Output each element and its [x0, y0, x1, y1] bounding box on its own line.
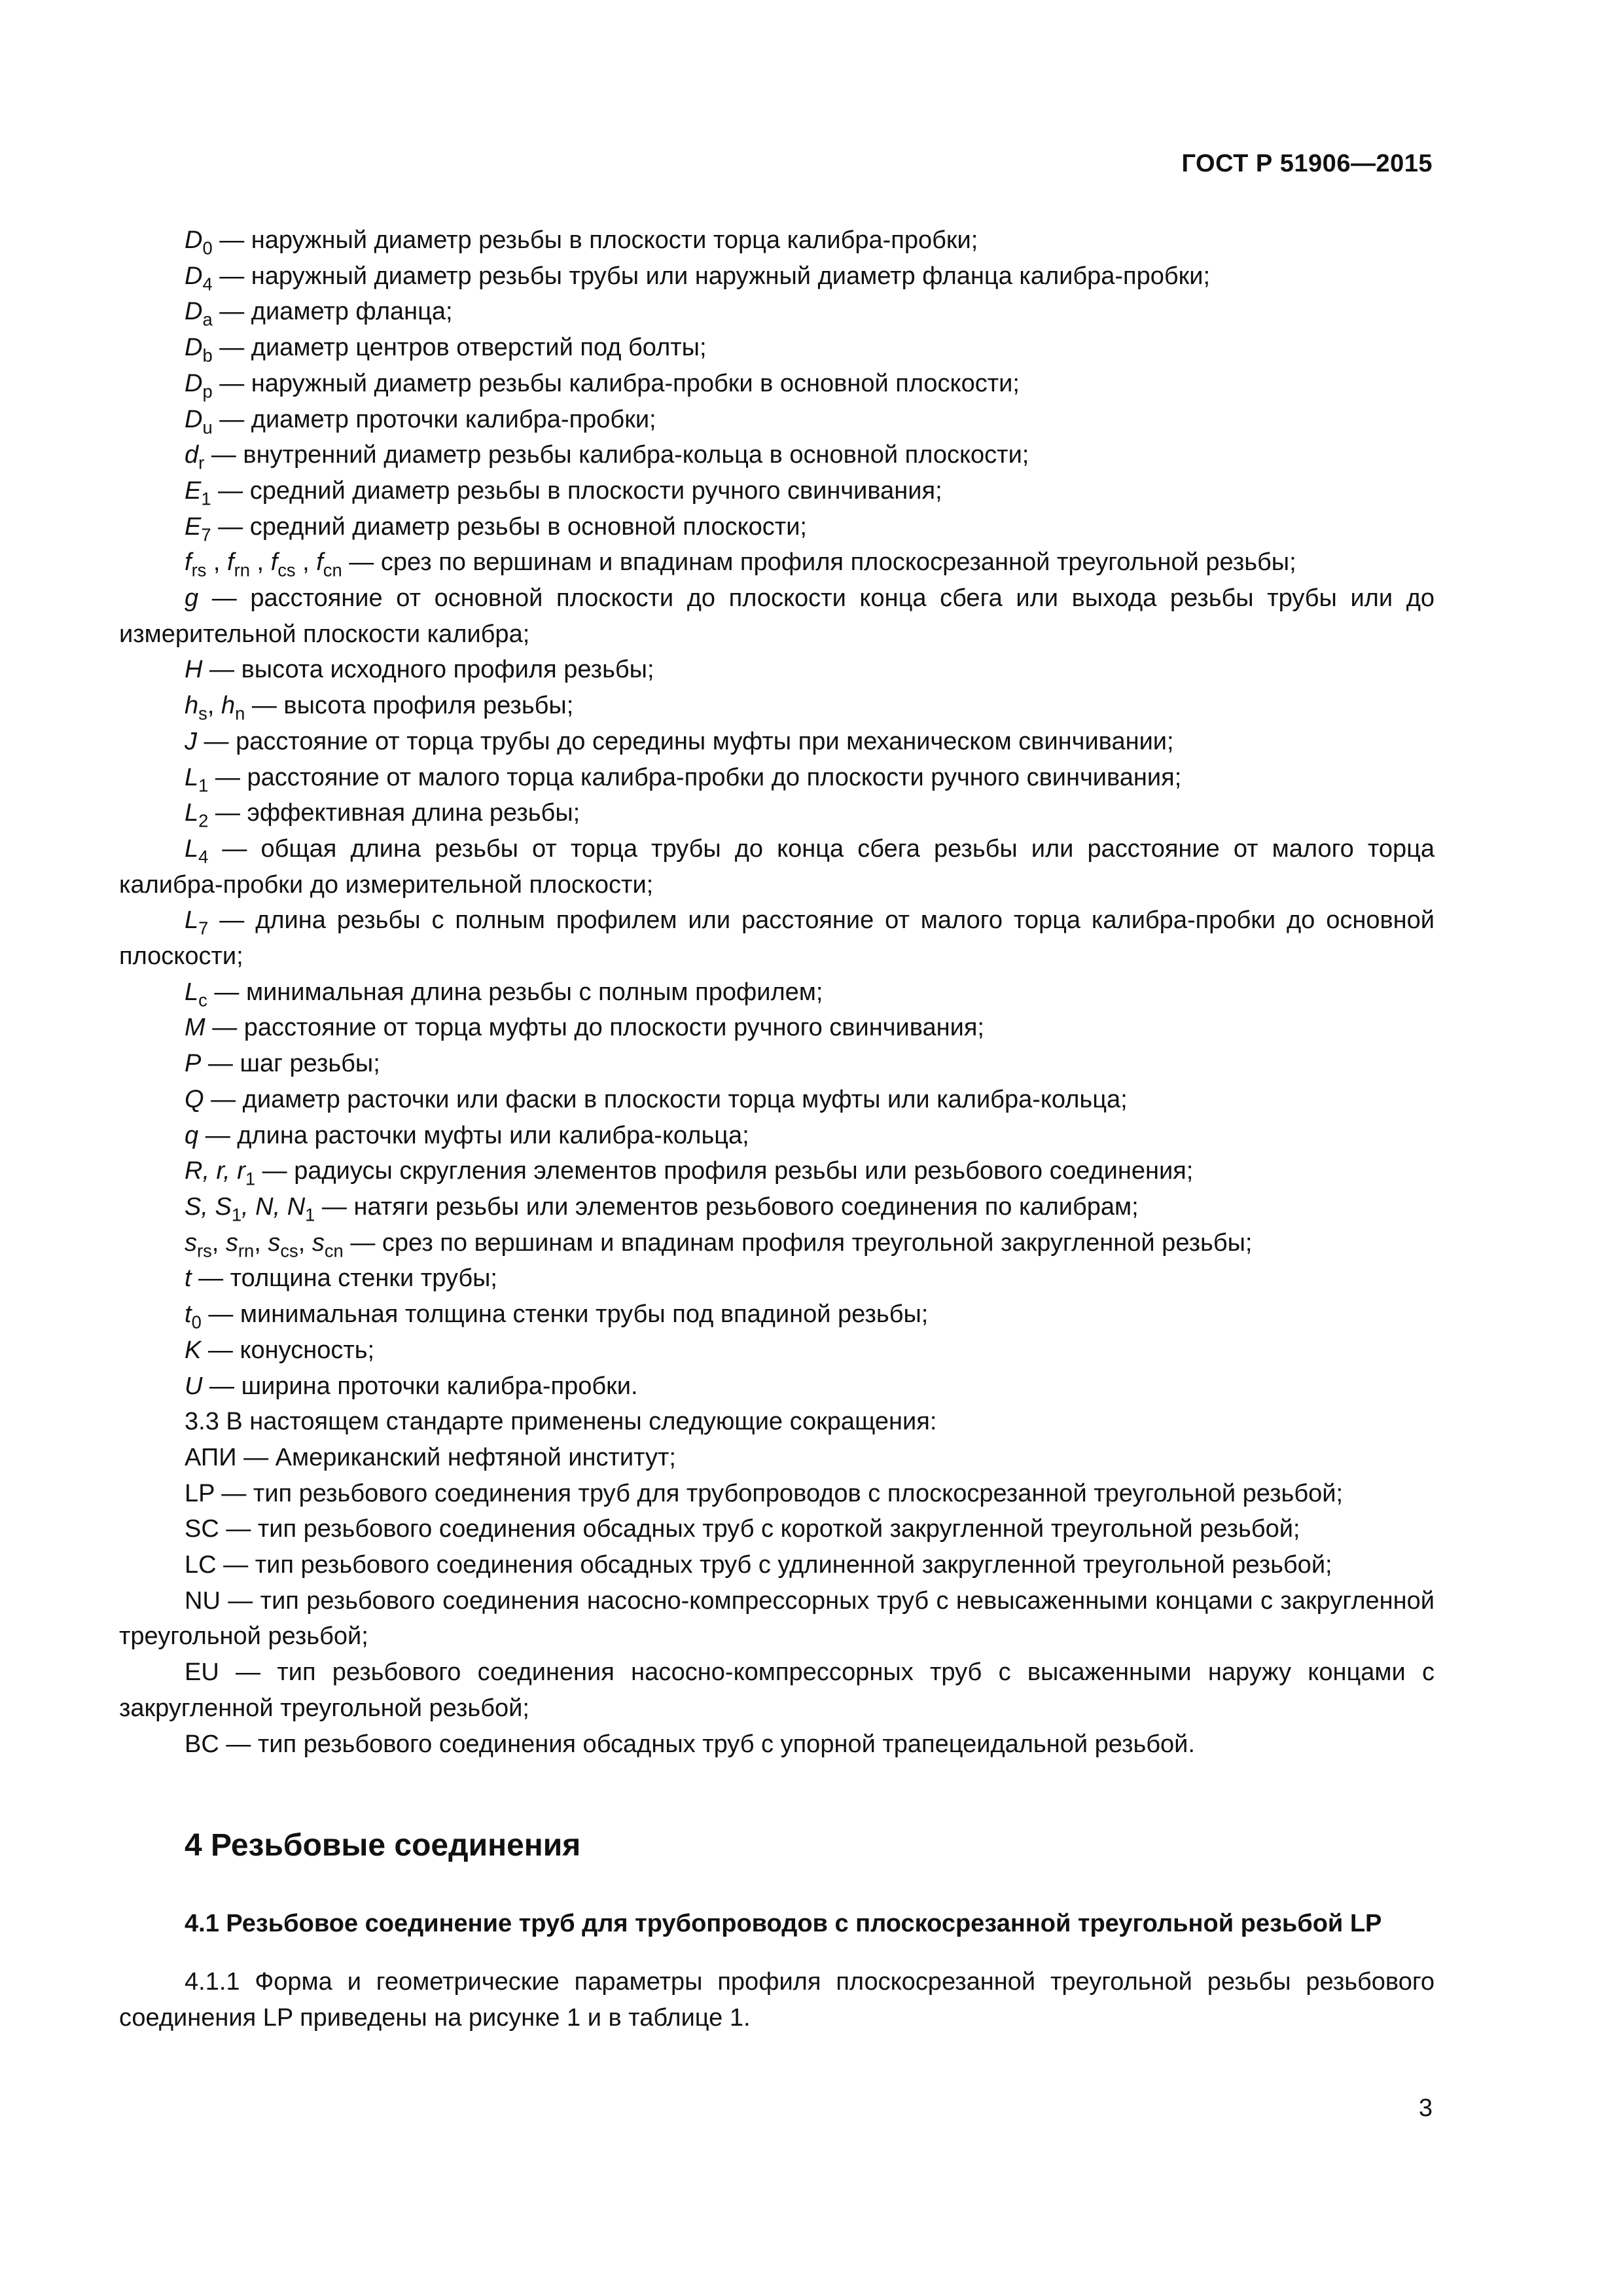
abbreviations-list [119, 1440, 1435, 1762]
symbol-variable: h [185, 692, 199, 720]
symbol-variable: L [185, 799, 199, 827]
symbol-variable: d [185, 441, 199, 469]
definition-text: — диаметр расточки или фаски в плоскости торца муфты или калибра-кольца; [204, 1085, 1128, 1113]
definition-text: — высота исходного профиля резьбы; [202, 656, 654, 684]
abbreviation-item: NU — тип резьбового соединения насосно-компрессорных труб с невысаженными концами с закругленной треугольной резьбой; [119, 1587, 1435, 1651]
definition-text: — диаметр центров отверстий под болты; [212, 334, 707, 362]
definition-text: , [211, 1229, 226, 1257]
symbol-definition [119, 831, 1435, 903]
symbol-variable: D [185, 226, 203, 254]
section-heading: 4 Резьбовые соединения [185, 1828, 581, 1863]
abbreviation-item: АПИ — Американский нефтяной институт; [185, 1443, 676, 1471]
subscript: 0 [191, 1312, 202, 1333]
definition-text: — расстояние от малого торца калибра-пробки до плоскости ручного свинчивания; [208, 763, 1182, 791]
symbol-variable: R, r, r [185, 1157, 245, 1185]
subscript: cn [324, 1240, 344, 1261]
subscript: cs [280, 1240, 298, 1261]
definition-text: — наружный диаметр резьбы калибра-пробки в основной плоскости; [212, 369, 1020, 397]
definition-text: — диаметр фланца; [212, 298, 453, 326]
page-body [119, 223, 1435, 2036]
subscript: 2 [198, 810, 209, 831]
abbreviation-item: LP — тип резьбового соединения труб для трубопроводов с плоскосрезанной треугольной резьбой; [185, 1479, 1344, 1507]
subscript: rs [191, 560, 207, 581]
subscript: 1 [245, 1168, 256, 1189]
symbol-variable: Q [185, 1085, 204, 1113]
definition-text: — расстояние от основной плоскости до плоскости конца сбега или выхода резьбы трубы или до измерительной плоскости калибра; [119, 584, 1435, 648]
definition-text: — натяги резьбы или элементов резьбового соединения по калибрам; [315, 1193, 1139, 1221]
symbol-definition [119, 724, 1435, 760]
definition-text: — шаг резьбы; [201, 1050, 380, 1078]
symbol-variable: U [185, 1372, 203, 1400]
symbol-variable: s [268, 1229, 281, 1257]
subscript: b [202, 345, 213, 366]
definition-text: , [206, 548, 228, 577]
abbreviation-item: BC — тип резьбового соединения обсадных труб с упорной трапецеидальной резьбой. [185, 1730, 1195, 1758]
definition-text: — длина резьбы с полным профилем или расстояние от малого торца калибра-пробки до основной плоскости; [119, 906, 1435, 971]
symbol-variable: h [221, 692, 236, 720]
symbol-variable: g [185, 584, 199, 613]
subscript: rn [234, 560, 250, 581]
subsection-heading: 4.1 Резьбовое соединение труб для трубопроводов с плоскосрезанной треугольной резьбой LP [185, 1910, 1382, 1938]
symbol-variable: E [185, 476, 202, 505]
subscript: cs [277, 560, 296, 581]
subscript: 1 [198, 775, 209, 796]
symbol-definition [119, 760, 1435, 796]
page-number: 3 [1418, 2094, 1433, 2122]
abbreviation-item: EU — тип резьбового соединения насосно-компрессорных труб с высаженными наружу концами с закругленной треугольной резьбой; [119, 1659, 1435, 1722]
symbol-definition [119, 1118, 1435, 1154]
definition-text: — общая длина резьбы от торца трубы до конца сбега резьбы или расстояние от малого торца калибра-пробки до измерительной плоскости; [119, 834, 1435, 899]
subscript: 7 [201, 524, 211, 545]
symbol-variable: s [312, 1229, 325, 1257]
symbol-variable: D [185, 298, 203, 326]
symbol-variable: D [185, 334, 203, 362]
subscript: 0 [202, 238, 213, 259]
symbol-variable: P [185, 1050, 202, 1078]
symbol-definition [119, 581, 1435, 652]
symbol-variable: q [185, 1121, 199, 1149]
abbreviations-intro: 3.3 В настоящем стандарте применены следующие сокращения: [185, 1408, 937, 1436]
definition-text: , [207, 692, 221, 720]
symbol-variable: D [185, 262, 203, 290]
symbol-definition [119, 259, 1435, 295]
subscript: 4 [202, 274, 213, 295]
symbol-definition [119, 1297, 1435, 1333]
symbol-definition [119, 688, 1435, 724]
symbol-definition [119, 1010, 1435, 1046]
subscript: 7 [198, 918, 209, 939]
definition-text: — наружный диаметр резьбы трубы или наружный диаметр фланца калибра-пробки; [212, 262, 1211, 290]
definition-text: — эффективная длина резьбы; [208, 799, 580, 827]
definition-text: , [254, 1229, 268, 1257]
subscript: rn [238, 1240, 255, 1261]
symbol-variable: f [227, 548, 234, 577]
symbol-definition [119, 1082, 1435, 1118]
subscript: cn [323, 560, 342, 581]
symbol-definition [119, 330, 1435, 366]
symbol-definition [119, 795, 1435, 831]
symbol-variable: J [185, 727, 197, 755]
symbol-definition [119, 1225, 1435, 1261]
subscript: 1 [231, 1204, 242, 1225]
subscript: c [198, 990, 207, 1011]
definition-text: — расстояние от торца муфты до плоскости ручного свинчивания; [205, 1014, 984, 1042]
symbol-variable: f [185, 548, 192, 577]
symbol-definition [119, 903, 1435, 974]
symbol-definition [119, 223, 1435, 259]
symbol-variable: K [185, 1336, 202, 1364]
symbol-definition [119, 1153, 1435, 1189]
definition-text: — средний диаметр резьбы в плоскости ручного свинчивания; [211, 476, 942, 505]
subscript: u [202, 417, 213, 438]
abbreviation-item: LC — тип резьбового соединения обсадных труб с удлиненной закругленной треугольной резьбой; [185, 1551, 1332, 1579]
definition-text: — внутренний диаметр резьбы калибра-кольца в основной плоскости; [204, 441, 1029, 469]
subscript: s [198, 703, 207, 724]
definition-text: — длина расточки муфты или калибра-кольца; [198, 1121, 749, 1149]
symbol-variable: S, S [185, 1193, 232, 1221]
definition-text: — срез по вершинам и впадинам профиля плоскосрезанной треугольной резьбы; [342, 548, 1296, 577]
symbol-definition [119, 1369, 1435, 1405]
definition-text: , [295, 548, 317, 577]
definition-text: — ширина проточки калибра-пробки. [202, 1372, 638, 1400]
symbol-definition [119, 473, 1435, 509]
abbreviation-item: SC — тип резьбового соединения обсадных труб с короткой закругленной треугольной резьбой; [185, 1515, 1300, 1543]
subscript: 1 [305, 1204, 315, 1225]
definition-text: — наружный диаметр резьбы в плоскости торца калибра-пробки; [212, 226, 978, 254]
symbol-variable: t [185, 1265, 192, 1293]
definition-text: — минимальная толщина стенки трубы под впадиной резьбы; [201, 1300, 929, 1329]
definition-text: — расстояние от торца трубы до середины муфты при механическом свинчивании; [197, 727, 1174, 755]
symbol-variable: M [185, 1014, 205, 1042]
symbol-variable: D [185, 405, 203, 433]
symbol-definition [119, 366, 1435, 402]
document-header: ГОСТ Р 51906—2015 [1181, 150, 1433, 177]
definition-text: , [298, 1229, 312, 1257]
symbol-variable: L [185, 906, 199, 935]
definition-text: — толщина стенки трубы; [191, 1265, 497, 1293]
definition-text: — радиусы скругления элементов профиля резьбы или резьбового соединения; [255, 1157, 1194, 1185]
symbol-variable: f [316, 548, 323, 577]
symbol-variable: L [185, 978, 199, 1006]
symbol-definition [119, 294, 1435, 330]
subscript: a [202, 309, 213, 330]
symbols-list [119, 223, 1435, 1404]
symbol-definition [119, 437, 1435, 473]
symbol-variable: s [225, 1229, 238, 1257]
symbol-definition [119, 1046, 1435, 1082]
symbol-definition [119, 1189, 1435, 1225]
symbol-variable: f [270, 548, 278, 577]
symbol-definition [119, 1261, 1435, 1297]
symbol-variable: s [185, 1229, 197, 1257]
definition-text: — конусность; [201, 1336, 375, 1364]
paragraph-4-1-1: 4.1.1 Форма и геометрические параметры профиля плоскосрезанной треугольной резьбы резьбового соединения LP приведены на рисунке 1 и в таблице 1. [119, 1967, 1435, 2032]
symbol-variable: E [185, 512, 202, 541]
symbol-variable: H [185, 656, 203, 684]
subscript: p [202, 381, 213, 402]
symbol-definition [119, 1333, 1435, 1369]
symbol-variable: t [185, 1300, 192, 1329]
symbol-variable: L [185, 834, 199, 863]
definition-text: , [249, 548, 271, 577]
symbol-variable: , N, N [241, 1193, 306, 1221]
symbol-variable: D [185, 369, 203, 397]
symbol-variable: L [185, 763, 199, 791]
subscript: rs [197, 1240, 212, 1261]
definition-text: — срез по вершинам и впадинам профиля треугольной закругленной резьбы; [343, 1229, 1253, 1257]
subscript: r [198, 452, 205, 473]
symbol-definition [119, 652, 1435, 688]
subscript: n [235, 703, 245, 724]
symbol-definition [119, 545, 1435, 581]
definition-text: — высота профиля резьбы; [245, 692, 574, 720]
definition-text: — диаметр проточки калибра-пробки; [212, 405, 656, 433]
symbol-definition [119, 975, 1435, 1011]
subscript: 4 [198, 846, 209, 867]
symbol-definition [119, 509, 1435, 545]
definition-text: — средний диаметр резьбы в основной плоскости; [211, 512, 807, 541]
subscript: 1 [201, 488, 211, 509]
definition-text: — минимальная длина резьбы с полным профилем; [207, 978, 823, 1006]
symbol-definition [119, 402, 1435, 438]
